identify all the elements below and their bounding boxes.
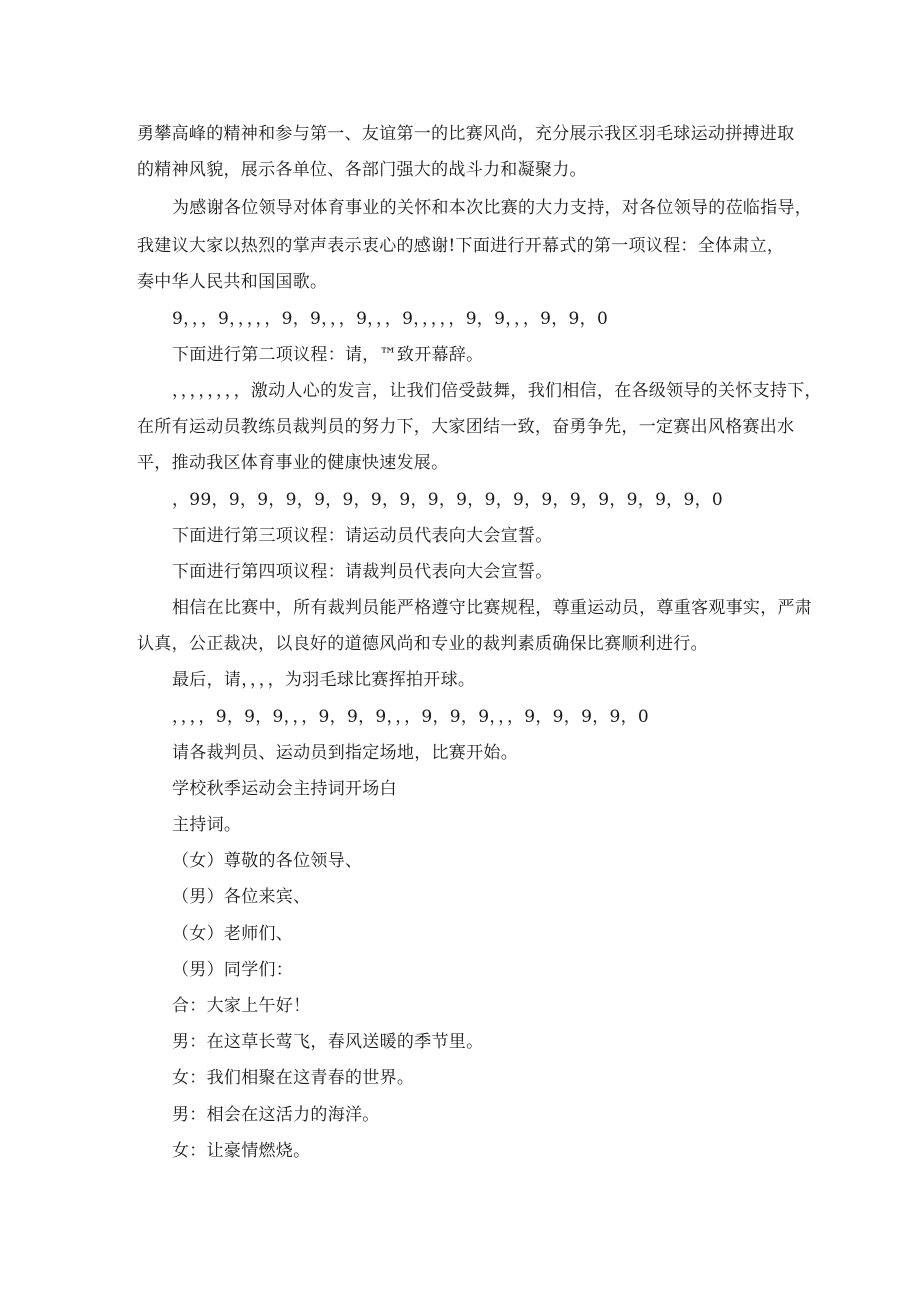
paragraph-line: 奏中华人民共和国国歌。 (137, 272, 328, 292)
paragraph-line: 的精神风貌，展示各单位、各部门强大的战斗力和凝聚力。 (137, 160, 587, 180)
dialogue-line: （男）同学们： (172, 960, 294, 980)
dialogue-line: 男：相会在这活力的海洋。 (172, 1105, 380, 1125)
section-title: 学校秋季运动会主持词开场白 (172, 779, 397, 799)
dialogue-line: （男）各位来宾、 (172, 887, 311, 907)
paragraph-line: 相信在比赛中，所有裁判员能严格遵守比赛规程，尊重运动员，尊重客观事实，严肃 (172, 598, 813, 618)
paragraph-line: 认真，公正裁决，以良好的道德风尚和专业的裁判素质确保比赛顺利进行。 (137, 634, 708, 654)
paragraph-line: 下面进行第三项议程：请运动员代表向大会宣誓。 (172, 526, 553, 546)
paragraph-line: ，99，9，9，9，9，9，9，9，9，9，9，9，9，9，9，9，9，9，0 (172, 490, 724, 510)
paragraph-line: 请各裁判员、运动员到指定场地，比赛开始。 (172, 743, 518, 763)
dialogue-line: 女：我们相聚在这青春的世界。 (172, 1068, 415, 1088)
dialogue-line: （女）尊敬的各位领导、 (172, 851, 363, 871)
paragraph-line: 主持词。 (172, 815, 242, 835)
dialogue-line: 女：让豪情燃烧。 (172, 1141, 311, 1161)
paragraph-line: 平，推动我区体育事业的健康快速发展。 (137, 453, 449, 473)
paragraph-line: ，，，，9，9，9，，，9，9，9，，，9，9，9，，，9，9，9，9，0 (172, 707, 650, 727)
paragraph-line: 最后，请，，，，为羽毛球比赛挥拍开球。 (172, 670, 476, 690)
paragraph-line: 下面进行第四项议程：请裁判员代表向大会宣誓。 (172, 562, 553, 582)
paragraph-line: 勇攀高峰的精神和参与第一、友谊第一的比赛风尚，充分展示我区羽毛球运动拼搏进取 (137, 124, 795, 144)
paragraph-line: 9，，，9，，，，，9，9，，，9，，，9，，，，，9，9，，，9，9，0 (172, 309, 609, 329)
paragraph-line: 为感谢各位领导对体育事业的关怀和本次比赛的大力支持，对各位领导的莅临指导， (172, 198, 813, 218)
paragraph-line: 在所有运动员教练员裁判员的努力下，大家团结一致，奋勇争先，一定赛出风格赛出水 (137, 417, 795, 437)
dialogue-line: 男：在这草长莺飞，春风送暖的季节里。 (172, 1032, 484, 1052)
paragraph-line: 我建议大家以热烈的掌声表示衷心的感谢!下面进行开幕式的第一项议程：全体肃立， (137, 236, 785, 256)
dialogue-line: 合：大家上午好！ (172, 996, 311, 1016)
dialogue-line: （女）老师们、 (172, 924, 294, 944)
paragraph-line: 下面进行第二项议程：请，™致开幕辞。 (172, 345, 484, 365)
paragraph-line: ，，，，，，，，激动人心的发言，让我们倍受鼓舞，我们相信，在各级领导的关怀支持下， (172, 381, 822, 401)
